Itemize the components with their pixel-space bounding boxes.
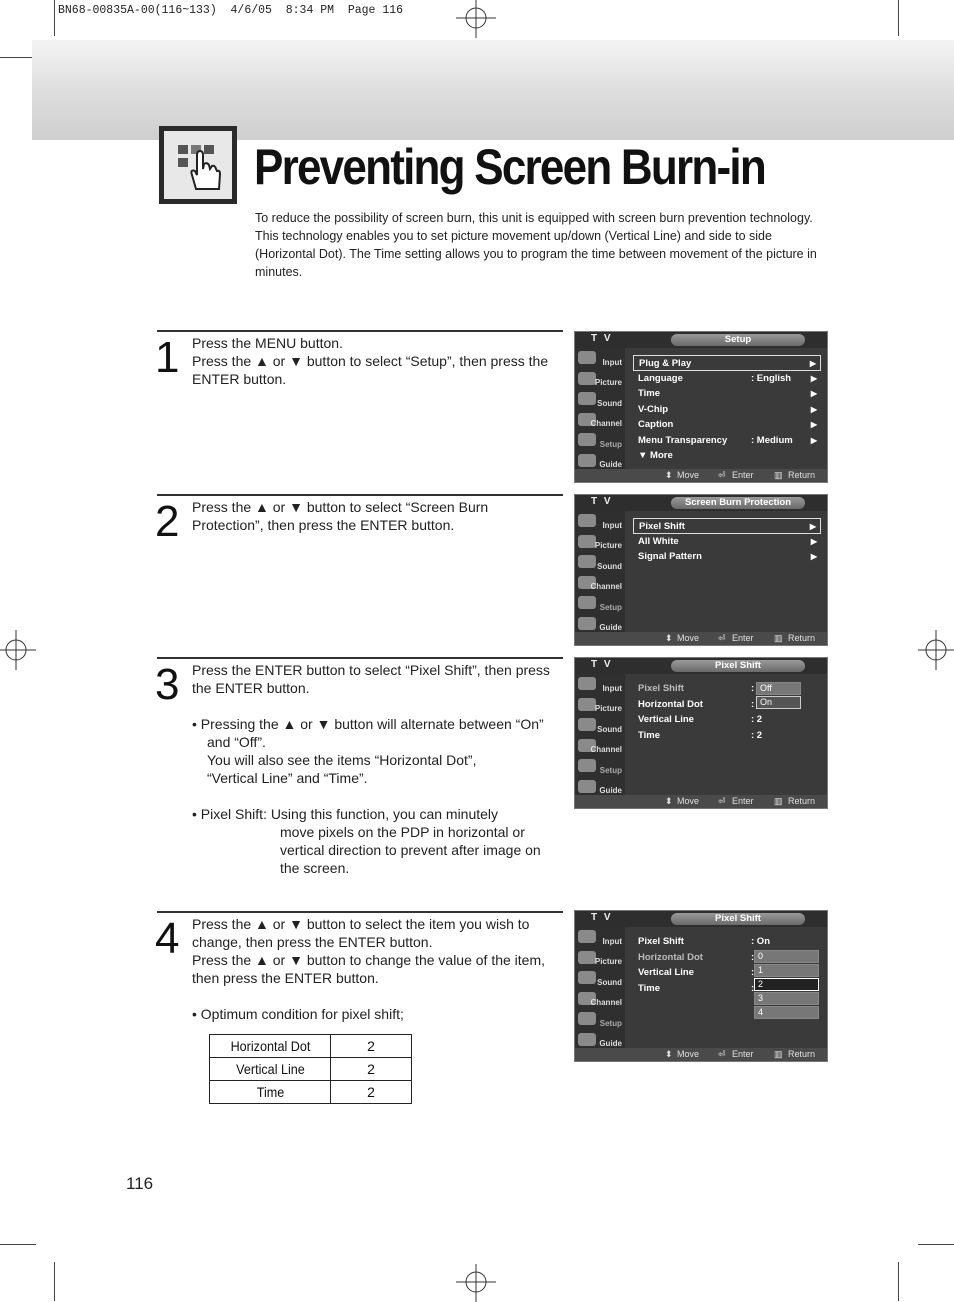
osd-option: 3 — [754, 992, 819, 1005]
move-icon: ⬍ — [665, 1049, 673, 1059]
osd-sidebar-guide: Guide — [575, 1030, 625, 1051]
move-icon: ⬍ — [665, 470, 673, 480]
step-divider — [157, 657, 563, 659]
osd-title: Setup — [671, 334, 805, 346]
osd-footer: ⬍ Move ⏎ Enter ▥ Return — [575, 795, 827, 808]
osd-title: Screen Burn Protection — [671, 497, 805, 509]
osd-row: Pixel Shift ▶ — [633, 518, 821, 534]
arrow-right-icon: ▶ — [810, 373, 817, 383]
osd-option: 0 — [754, 950, 819, 963]
osd-row: Pixel Shift : On — [638, 936, 770, 947]
osd-row: Menu Transparency : Medium ▶ — [638, 434, 817, 446]
crop-mark — [0, 1244, 36, 1245]
sound-icon — [578, 555, 596, 568]
osd-footer: ⬍ Move ⏎ Enter ▥ Return — [575, 469, 827, 482]
move-icon: ⬍ — [665, 796, 673, 806]
osd-row: Time ▶ — [638, 388, 817, 399]
intro-paragraph: To reduce the possibility of screen burn, this unit is equipped with screen burn prevention technology. This technology enables you to set picture movement up/down (Vertical Line) and side to side (Horizontal Dot). The Time setting allows you to program the time between movement of the picture in minutes. — [255, 211, 817, 279]
osd-tv-label: T V — [591, 333, 613, 344]
osd-row: Language : English ▶ — [638, 372, 817, 384]
osd-sidebar-picture: Picture — [575, 948, 625, 969]
step-number: 4 — [155, 914, 180, 963]
step-3-text — [192, 661, 562, 877]
arrow-right-icon: ▶ — [810, 420, 817, 429]
osd-row: All White ▶ — [638, 535, 817, 547]
print-header: BN68-00835A-00(116~133) 4/6/05 8:34 PM Page 116 — [58, 4, 404, 17]
osd-tv-label: T V — [591, 659, 613, 670]
osd-row: ▼ More — [638, 450, 673, 461]
enter-icon: ⏎ — [718, 633, 726, 643]
osd-sidebar-sound: Sound — [575, 389, 625, 410]
osd-row: Vertical Line : — [638, 967, 755, 978]
osd-row: Signal Pattern ▶ — [638, 551, 817, 562]
osd-sidebar-channel: Channel — [575, 989, 625, 1010]
osd-sidebar-sound: Sound — [575, 968, 625, 989]
osd-sidebar — [575, 348, 625, 471]
registration-mark-icon — [456, 0, 496, 40]
step-line: Press the ▲ or ▼ button to select “Screen Burn Protection”, then press the ENTER button. — [192, 499, 489, 533]
osd-title: Pixel Shift — [671, 913, 805, 925]
osd-row: Horizontal Dot : — [638, 951, 755, 963]
osd-sidebar-sound: Sound — [575, 715, 625, 736]
osd-sidebar-setup: Setup — [575, 430, 625, 451]
osd-sidebar-picture: Picture — [575, 695, 625, 716]
table-row: Vertical Line 2 — [210, 1058, 412, 1081]
crop-mark — [918, 1244, 954, 1245]
move-icon: ⬍ — [665, 633, 673, 643]
setup-icon — [578, 1012, 596, 1025]
osd-header — [575, 332, 827, 348]
step-number: 3 — [155, 660, 180, 709]
osd-tv-label: T V — [591, 496, 613, 507]
hand-pointer-icon — [159, 126, 237, 204]
osd-sidebar-setup: Setup — [575, 593, 625, 614]
return-icon: ▥ — [774, 796, 783, 806]
table-row: Time 2 — [210, 1081, 412, 1104]
input-icon — [578, 514, 596, 527]
sound-icon — [578, 718, 596, 731]
osd-header — [575, 911, 827, 927]
osd-row: Time : — [638, 982, 755, 994]
osd-setup-menu — [574, 331, 828, 483]
return-icon: ▥ — [774, 1049, 783, 1059]
osd-sidebar-input: Input — [575, 511, 625, 532]
osd-row: Horizontal Dot : — [638, 698, 755, 710]
step-divider — [157, 330, 563, 332]
osd-option-off: Off — [756, 682, 801, 695]
input-icon — [578, 677, 596, 690]
osd-footer: ⬍ Move ⏎ Enter ▥ Return — [575, 632, 827, 645]
osd-sidebar-setup: Setup — [575, 756, 625, 777]
osd-header — [575, 658, 827, 674]
osd-sidebar-picture: Picture — [575, 532, 625, 553]
arrow-right-icon: ▶ — [810, 435, 817, 445]
table-row: Horizontal Dot 2 — [210, 1035, 412, 1058]
bullet-subtext: You will also see the items “Horizontal Dot”, “Vertical Line” and “Time”. — [207, 752, 477, 786]
step-4-text — [192, 915, 560, 1023]
bullet-text: • Pixel Shift: Using this function, you can minutely — [192, 806, 499, 822]
page-title: Preventing Screen Burn-in — [254, 139, 766, 195]
sound-icon — [578, 971, 596, 984]
crop-mark — [54, 1262, 55, 1301]
optimum-settings-table — [209, 1034, 412, 1104]
crop-mark — [898, 0, 899, 36]
page-number: 116 — [126, 1174, 154, 1193]
osd-sidebar-guide: Guide — [575, 451, 625, 472]
header-band — [32, 40, 954, 140]
osd-sidebar — [575, 674, 625, 797]
osd-option: 1 — [754, 964, 819, 977]
osd-sidebar-picture: Picture — [575, 369, 625, 390]
osd-sidebar — [575, 927, 625, 1050]
picture-icon — [578, 698, 596, 711]
osd-pixel-shift-values — [574, 910, 828, 1062]
guide-icon — [578, 617, 596, 630]
picture-icon — [578, 372, 596, 385]
return-icon: ▥ — [774, 470, 783, 480]
enter-icon: ⏎ — [718, 1049, 726, 1059]
step-number: 1 — [155, 333, 180, 382]
osd-row: Caption ▶ — [638, 419, 817, 430]
step-line: Press the ▲ or ▼ button to change the value of the item, then press the ENTER button. — [192, 952, 546, 986]
setup-icon — [578, 433, 596, 446]
crop-mark — [54, 0, 55, 36]
osd-sidebar-channel: Channel — [575, 736, 625, 757]
osd-row: Time : 2 — [638, 729, 763, 741]
osd-sidebar-setup: Setup — [575, 1009, 625, 1030]
registration-mark-icon — [456, 1262, 496, 1302]
guide-icon — [578, 1033, 596, 1046]
step-line: Press the MENU button. — [192, 335, 343, 351]
guide-icon — [578, 454, 596, 467]
input-icon — [578, 351, 596, 364]
step-line: Press the ▲ or ▼ button to select “Setup”, then press the ENTER button. — [192, 353, 549, 387]
osd-footer: ⬍ Move ⏎ Enter ▥ Return — [575, 1048, 827, 1061]
guide-icon — [578, 780, 596, 793]
osd-sidebar-input: Input — [575, 348, 625, 369]
arrow-right-icon: ▶ — [809, 359, 816, 368]
osd-option-selected: 2 — [754, 978, 819, 991]
enter-icon: ⏎ — [718, 470, 726, 480]
arrow-right-icon: ▶ — [810, 389, 817, 398]
picture-icon — [578, 535, 596, 548]
registration-mark-icon — [0, 630, 40, 670]
osd-option: 4 — [754, 1006, 819, 1019]
bullet-text: • Optimum condition for pixel shift; — [192, 1006, 404, 1022]
step-divider — [157, 494, 563, 496]
osd-row: Pixel Shift : — [638, 683, 755, 694]
osd-sidebar-input: Input — [575, 927, 625, 948]
osd-sidebar-channel: Channel — [575, 573, 625, 594]
osd-sidebar-channel: Channel — [575, 410, 625, 431]
osd-row: Vertical Line : 2 — [638, 714, 763, 725]
bullet-subtext: move pixels on the PDP in horizontal or vertical direction to prevent after image on the screen. — [280, 824, 541, 876]
osd-sidebar-guide: Guide — [575, 614, 625, 635]
osd-tv-label: T V — [591, 912, 613, 923]
step-divider — [157, 911, 563, 913]
crop-mark — [0, 57, 36, 58]
osd-option-on: On — [756, 696, 801, 709]
arrow-right-icon: ▶ — [809, 522, 816, 531]
input-icon — [578, 930, 596, 943]
osd-screen-burn-protection — [574, 494, 828, 646]
osd-sidebar-guide: Guide — [575, 777, 625, 798]
crop-mark — [898, 1262, 899, 1301]
osd-sidebar-input: Input — [575, 674, 625, 695]
arrow-right-icon: ▶ — [810, 404, 817, 414]
picture-icon — [578, 951, 596, 964]
registration-mark-icon — [914, 630, 954, 670]
osd-header — [575, 495, 827, 511]
step-1-text — [192, 334, 552, 388]
bullet-text: • Pressing the ▲ or ▼ button will alternate between “On” and “Off”. — [192, 716, 544, 750]
step-line: Press the ▲ or ▼ button to select the item you wish to change, then press the ENTER button. — [192, 916, 530, 950]
arrow-right-icon: ▶ — [810, 536, 817, 546]
setup-icon — [578, 759, 596, 772]
enter-icon: ⏎ — [718, 796, 726, 806]
osd-row: Plug & Play ▶ — [633, 355, 821, 371]
setup-icon — [578, 596, 596, 609]
step-2-text — [192, 498, 522, 534]
sound-icon — [578, 392, 596, 405]
osd-sidebar-sound: Sound — [575, 552, 625, 573]
step-line: Press the ENTER button to select “Pixel Shift”, then press the ENTER button. — [192, 662, 550, 696]
osd-sidebar — [575, 511, 625, 634]
osd-row: V-Chip ▶ — [638, 403, 817, 415]
osd-pixel-shift-toggle — [574, 657, 828, 809]
step-number: 2 — [155, 497, 180, 546]
return-icon: ▥ — [774, 633, 783, 643]
arrow-right-icon: ▶ — [810, 552, 817, 561]
osd-title: Pixel Shift — [671, 660, 805, 672]
